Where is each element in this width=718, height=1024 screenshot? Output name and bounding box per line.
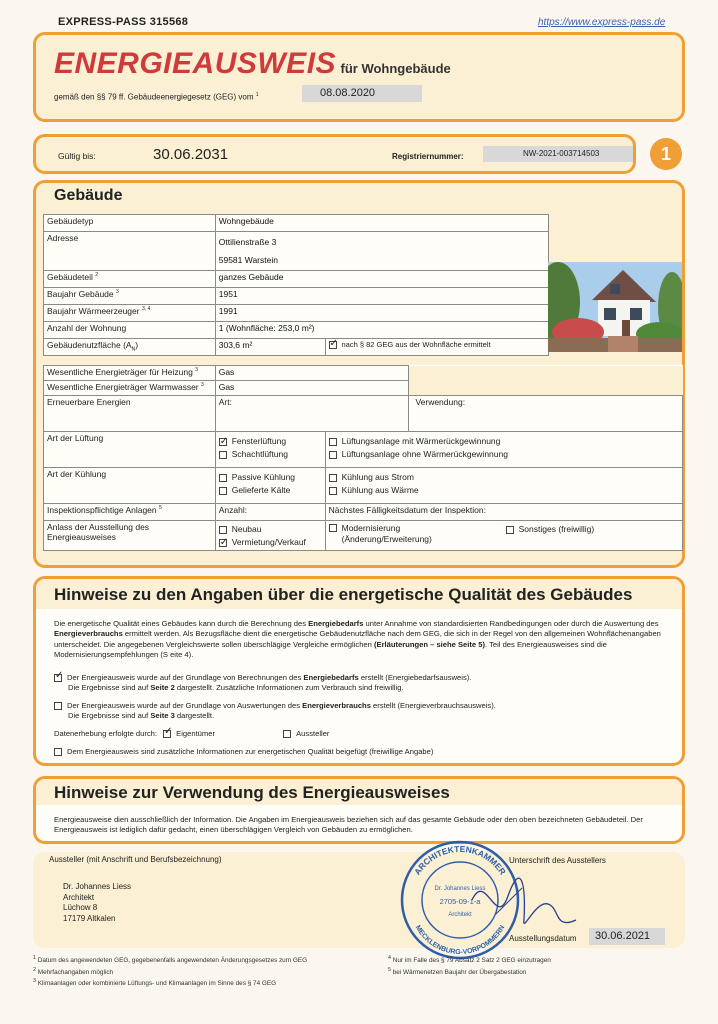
page-number-badge: 1: [650, 138, 682, 170]
cool-power-checkbox[interactable]: [329, 474, 337, 482]
building-title: Gebäude: [54, 187, 123, 204]
data-survey-row: Datenerhebung erfolgte durch: ✓ Eigentümer Aussteller: [54, 729, 329, 739]
renewable-use: Verwendung:: [409, 396, 683, 432]
address-city: 59581 Warstein: [218, 255, 278, 265]
law-date: 08.08.2020: [302, 85, 422, 102]
reason-other-checkbox[interactable]: [506, 526, 514, 534]
survey-owner-checkbox[interactable]: [163, 730, 171, 738]
issuer-label: Aussteller (mit Anschrift und Berufsbezeichnung): [49, 855, 222, 864]
consumption-checkbox[interactable]: [54, 702, 62, 710]
cool-passive-checkbox[interactable]: [219, 474, 227, 482]
building-year: 1951: [215, 288, 548, 305]
extra-info-checkbox[interactable]: [54, 748, 62, 756]
usage-notes-title: Hinweise zur Verwendung des Energieausweises: [54, 783, 450, 802]
reason-new-checkbox[interactable]: [219, 526, 227, 534]
valid-until-label: Gültig bis:: [58, 151, 96, 161]
issue-date-label: Ausstellungsdatum: [509, 934, 577, 943]
reason-modern-checkbox[interactable]: [329, 524, 337, 532]
reason-rent-checkbox[interactable]: [219, 539, 227, 547]
inspection-count: Anzahl:: [215, 504, 325, 521]
issuer-address: [63, 882, 131, 924]
valid-until-date: 30.06.2031: [153, 146, 229, 163]
website-link[interactable]: https://www.express-pass.de: [538, 17, 666, 28]
address-street: Ottilienstraße 3: [218, 237, 277, 247]
issuer-street: Lüchow 8: [63, 903, 98, 912]
footnotes-right: $^4$ Nur im Falle des § 79 Absatz 2 Satz 2 GEG einzutragen $^5$ bei Wärmenetzen Baujahr der Übergabestation: [388, 955, 551, 976]
stamp-bottom-text: MECKLENBURG-VORPOMMERN: [413, 924, 507, 957]
option-demand: ✓Der Energieausweis wurde auf der Grundlage von Berechnungen des Energiebedarfs erstellt (Energiebedarfsausweis). Die Ergebnisse sind auf Seite 2 dargestellt. Zusätzliche Informationen zum Verbrauch sind freiwillig.: [54, 673, 666, 694]
document-subtitle: für Wohngebäude: [340, 61, 451, 76]
validity-panel: [33, 134, 636, 174]
quality-notes-panel: [33, 576, 685, 766]
house-photo: [548, 262, 682, 352]
issuer-city: 17179 Altkalen: [63, 913, 116, 923]
building-type: Wohngebäude: [215, 215, 548, 232]
cool-delivered-checkbox[interactable]: [219, 487, 227, 495]
usage-notes-text: Energieausweise dien ausschließlich der Information. Die Angaben im Energieausweis beziehen sich auf das gesamte Gebäude oder den oben bezeichneten Gebäudeteil. Der Energieausweis ist lediglich dafür gedacht, einen überschlägigen Vergleich von Gebäuden zu ermöglichen.: [54, 815, 643, 835]
area-derived-checkbox[interactable]: [329, 341, 337, 349]
signature: [466, 860, 586, 940]
issue-date: 30.06.2021: [589, 928, 665, 945]
unit-count: 1 (Wohnfläche: 253,0 m²): [215, 322, 548, 339]
survey-issuer-checkbox[interactable]: [283, 730, 291, 738]
vent-norecovery-checkbox[interactable]: [329, 451, 337, 459]
legal-basis: gemäß den §§ 79 ff. Gebäudeenergiegesetz (GEG) vom: [54, 92, 254, 102]
footnotes-left: $^1$ Datum des angewendeten GEG, gegebenenfalls angewendeten Änderungsgesetzes zum GEG $^2$ Mehrfachangaben möglich $^3$ Klimaanlagen oder kombinierte Lüftungs- und Klimaanlagen im Sinne des § 74 GEG: [33, 955, 308, 988]
stamp-role: Architekt: [448, 912, 472, 918]
vent-shaft-checkbox[interactable]: [219, 451, 227, 459]
hotwater-carrier: Gas: [215, 381, 409, 396]
stamp-number: 2705-09-1-a: [439, 897, 481, 906]
cool-heat-checkbox[interactable]: [329, 487, 337, 495]
issuer-role: Architekt: [63, 892, 95, 902]
heating-carrier: Gas: [215, 366, 409, 381]
quality-notes-text: Die energetische Qualität eines Gebäudes kann durch die Berechnung des Energiebedarfs unter Annahme von standardisierten Randbedingungen oder durch die Auswertung des Energieverbrauchs ermittelt werden. Als Bezugsfläche dient die energetische Gebäudenutzfläche nach dem GEG, die sich in der Regel von den allgemeinen Wohnflächenangaben unterscheidet. Die angegebenen Vergleichswerte sollen überschlägige Vergleiche ermöglichen (Erläuterungen – siehe Seite 5). Teil des Energieausweises sind die Modernisierungsempfehlungen (S eite 4).: [54, 619, 661, 660]
registration-number: NW-2021-003714503: [483, 146, 633, 162]
signature-label: Unterschrift des Ausstellers: [509, 856, 606, 865]
usage-notes-panel: [33, 776, 685, 844]
inspection-next-date: Nächstes Fälligkeitsdatum der Inspektion:: [325, 504, 682, 521]
vent-recovery-checkbox[interactable]: [329, 438, 337, 446]
doc-id: EXPRESS-PASS 315568: [58, 16, 189, 28]
building-table: Gebäudetyp Wohngebäude Adresse Ottilienstraße 3 59581 Warstein Gebäudeteil $^2$ ganzes Gebäude Baujahr Gebäude $^3$ 1951 Baujahr Wärmeerzeuger $^{3, 4}$ 1991 Anzahl der Wohnung 1 (Wohnfläche: 253,0 m²) Gebäudenutzfläche $(A_N)$ 303,6 m² ✓ nach § 82 GEG aus der Wohnfläche ermittelt: [43, 214, 549, 356]
usable-area: 303,6 m²: [215, 339, 325, 356]
title-panel: ENERGIEAUSWEIS für Wohngebäude gemäß den §§ 79 ff. Gebäudeenergiegesetz (GEG) vom $^1$ 08.08.2020: [33, 32, 685, 122]
building-table-lower: Wesentliche Energieträger für Heizung $^3$ Gas Wesentliche Energieträger Warmwasser $^3$ Gas Erneuerbare Energien Art: Verwendung: Art der Lüftung ✓ Fensterlüftung Schachtlüftung Lüftungsanlage mit Wärmerückgewinnung Lüftungsanlage ohne Wärmerückgewinnung Art der Kühlung Passive Kühlung Gelieferte Kälte Kühlung aus Strom Kühlung aus Wärme Inspektionspflichtige Anlagen $^5$ Anzahl: Nächstes Fälligkeitsdatum der Inspektion: Anlass der Ausstellung des Energieausweises Neubau ✓Vermietung/Verkauf Modernisierung (Änderung/Erweiterung) Sonstiges (freiwillig): [43, 365, 683, 551]
document-title: ENERGIEAUSWEIS: [54, 47, 337, 80]
building-part: ganzes Gebäude: [215, 271, 548, 288]
renewable-type: Art:: [215, 396, 409, 432]
issuer-panel: [33, 852, 685, 948]
stamp-top-text: ARCHITEKTENKAMMER: [412, 843, 508, 877]
stamp-name: Dr. Johannes Liess: [434, 886, 486, 892]
vent-window-checkbox[interactable]: [219, 438, 227, 446]
heater-year: 1991: [215, 305, 548, 322]
extra-info-row: Dem Energieausweis sind zusätzliche Informationen zur energetischen Qualität beigefügt (freiwillige Angabe): [54, 747, 433, 757]
demand-checkbox[interactable]: [54, 674, 62, 682]
registration-label: Registriernummer:: [392, 152, 464, 161]
quality-notes-title: Hinweise zu den Angaben über die energetische Qualität des Gebäudes: [54, 585, 633, 604]
option-consumption: Der Energieausweis wurde auf der Grundlage von Auswertungen des Energieverbrauchs erstellt (Energieverbrauchsausweis). Die Ergebnisse sind auf Seite 3 dargestellt.: [54, 701, 666, 722]
issuer-name: Dr. Johannes Liess: [63, 882, 132, 891]
